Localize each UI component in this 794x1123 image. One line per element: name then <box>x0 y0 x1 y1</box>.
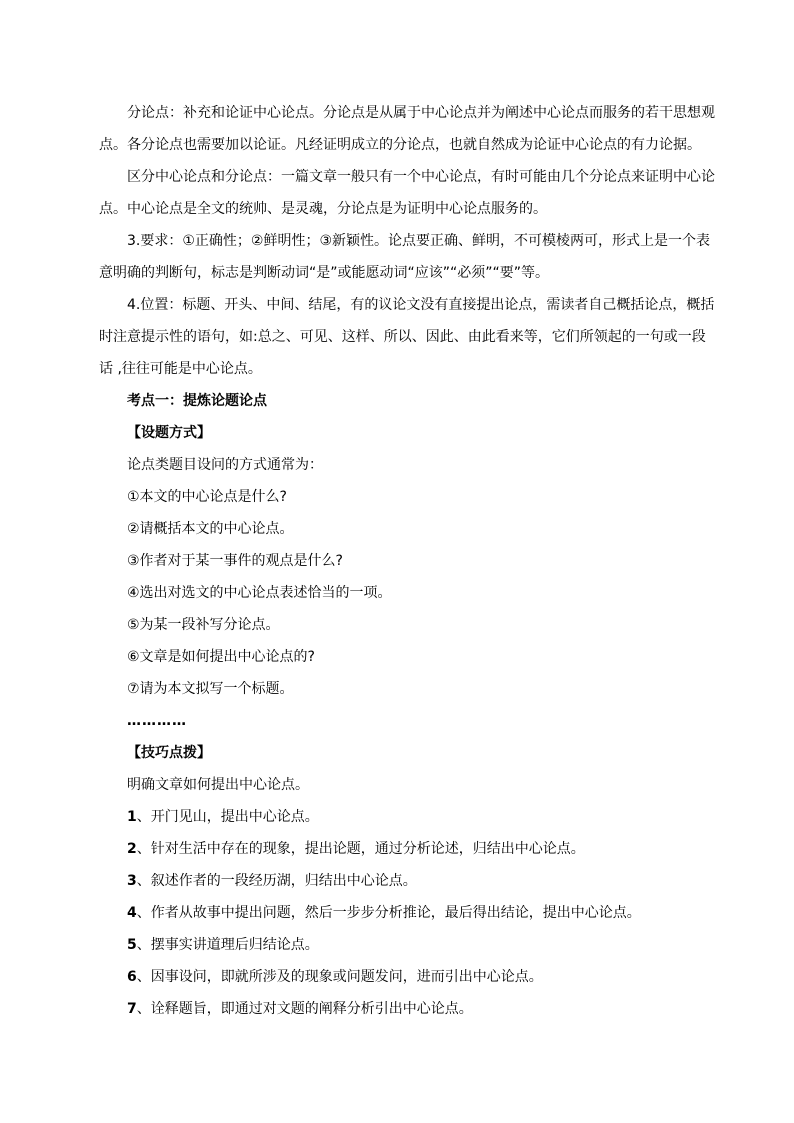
tip-text: 、开门见山，提出中心论点。 <box>136 809 319 825</box>
question-item: ①本文的中心论点是什么? <box>127 489 287 505</box>
tip-item <box>99 833 719 865</box>
question-item: ⑥文章是如何提出中心论点的? <box>127 649 315 665</box>
tip-item <box>99 929 719 961</box>
tip-item <box>99 961 719 993</box>
tip-number: 2 <box>127 841 137 857</box>
document-body <box>99 97 719 1025</box>
question-item: ③作者对于某一事件的观点是什么? <box>127 553 343 569</box>
tip-number: 5 <box>127 937 137 953</box>
tip-item <box>99 993 719 1025</box>
setup-title: 【设题方式】 <box>127 425 211 441</box>
tip-text: 、因事设问，即就所涉及的现象或问题发问，进而引出中心论点。 <box>136 969 543 985</box>
paragraph-position: 4.位置：标题、开头、中间、结尾，有的议论文没有直接提出论点，需读者自己概括论点，概括时注意提示性的语句，如:总之、可见、这样、所以、因此、由此看来等，它们所领起的一句或一段话 ,往往可能是中心论点。 <box>99 297 715 377</box>
question-item: ②请概括本文的中心论点。 <box>127 521 294 537</box>
question-item: ⑦请为本文拟写一个标题。 <box>127 681 294 697</box>
tip-number: 3 <box>127 873 137 889</box>
paragraph-requirements: 3.要求：①正确性；②鲜明性；③新颖性。论点要正确、鲜明，不可模棱两可，形式上是一个表意明确的判断句，标志是判断动词“是”或能愿动词“应该”“必须”“要”等。 <box>99 233 711 281</box>
tip-text: 、诠释题旨，即通过对文题的阐释分析引出中心论点。 <box>136 1001 473 1017</box>
paragraph-sub-arguments: 分论点：补充和论证中心论点。分论点是从属于中心论点并为阐述中心论点而服务的若干思想观点。各分论点也需要加以论证。凡经证明成立的分论点，也就自然成为论证中心论点的有力论据。 <box>99 105 715 153</box>
tip-number: 4 <box>127 905 137 921</box>
question-item: ④选出对选文的中心论点表述恰当的一项。 <box>127 585 392 601</box>
tip-number: 1 <box>127 809 137 825</box>
tips-intro: 明确文章如何提出中心论点。 <box>127 777 309 793</box>
ellipsis: ………… <box>127 713 187 729</box>
paragraph-distinguish: 区分中心论点和分论点：一篇文章一般只有一个中心论点，有时可能由几个分论点来证明中心论点。中心论点是全文的统帅、是灵魂，分论点是为证明中心论点服务的。 <box>99 169 715 217</box>
tip-text: 、作者从故事中提出问题，然后一步步分析推论，最后得出结论，提出中心论点。 <box>136 905 641 921</box>
tips-title: 【技巧点拨】 <box>127 745 211 761</box>
tip-item <box>99 801 719 833</box>
question-item: ⑤为某一段补写分论点。 <box>127 617 280 633</box>
tip-number: 7 <box>127 1001 137 1017</box>
tip-text: 、摆事实讲道理后归结论点。 <box>136 937 319 953</box>
tip-number: 6 <box>127 969 137 985</box>
tip-item <box>99 897 719 929</box>
tip-item <box>99 865 719 897</box>
setup-intro: 论点类题目设问的方式通常为： <box>127 457 323 473</box>
tip-text: 、叙述作者的一段经历湖，归结出中心论点。 <box>136 873 417 889</box>
tip-text: 、针对生活中存在的现象，提出论题，通过分析论述，归结出中心论点。 <box>136 841 585 857</box>
section-heading: 考点一：提炼论题论点 <box>127 393 267 409</box>
